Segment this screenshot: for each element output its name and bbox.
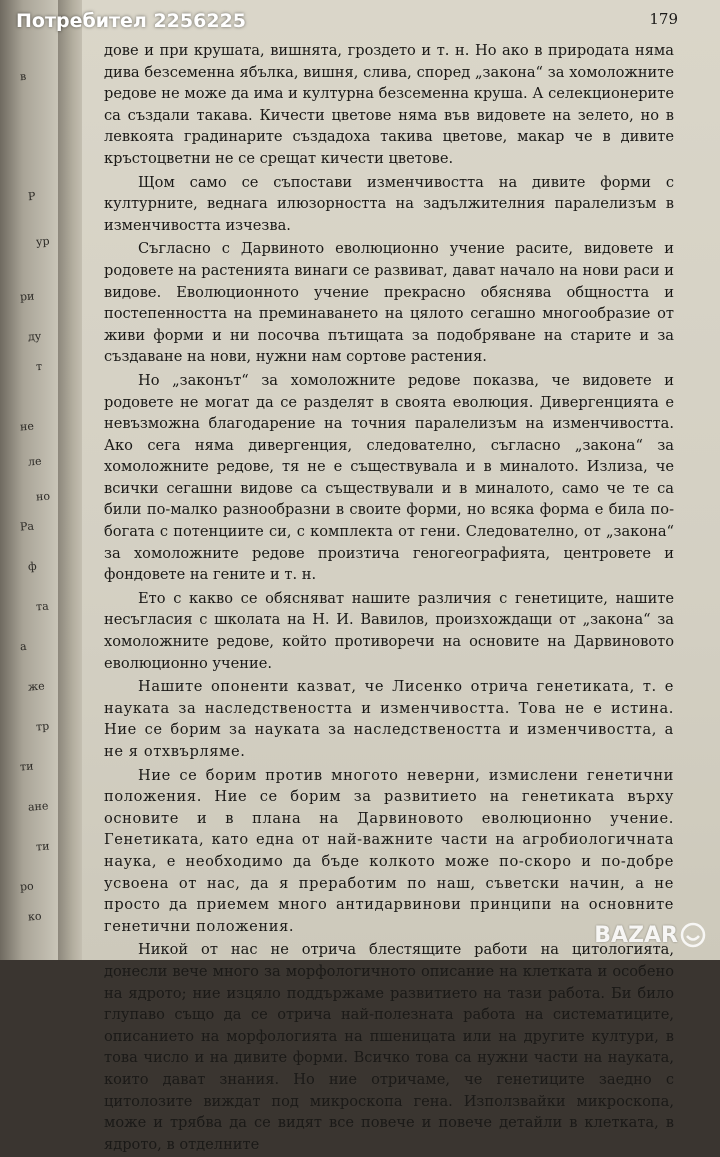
paragraph-3: Съгласно с Дарвиното еволюционно учение расите, видовете и родовете на растенията винаги се развиват, дават начало на нови раси и видове. Еволюционното учение прекрасно обяснява общността и постепенността на преминаването на цялото сегашно многообразие от живи форми и ни посочва пътищата за подобряване на старите и за създаване на нови, нужни нам сортове растения. bbox=[104, 240, 674, 366]
left-page-fragment: ти bbox=[35, 839, 50, 854]
left-page-fragment: ф bbox=[27, 559, 38, 574]
paragraph-2: Щом само се съпостави изменчивостта на дивите форми с културните, веднага илюзорността на задължителния паралелизъм в изменчивостта изчезва. bbox=[104, 173, 674, 234]
left-page-fragment: же bbox=[27, 679, 46, 694]
user-watermark: Потребител 2256225 bbox=[16, 10, 247, 32]
left-page-fragment: ду bbox=[27, 329, 42, 344]
page-number: 179 bbox=[649, 10, 678, 28]
page-text bbox=[104, 40, 674, 1157]
left-page-fragment: ко bbox=[27, 909, 42, 924]
left-page-fragment: Р bbox=[27, 189, 36, 204]
left-page-edge bbox=[0, 0, 58, 960]
left-page-fragment: Ра bbox=[19, 519, 35, 534]
left-page-fragment: но bbox=[35, 489, 51, 504]
paragraph-6: Нашите опоненти казват, че Лисенко отрича генетиката, т. е науката за наследствеността и изменчивостта. Това не е истина. Ние се борим за науката за наследствеността и изменчивостта, а не я отхвърляме. bbox=[104, 678, 674, 760]
paragraph-7: Ние се борим против многото неверни, измислени генетични положения. Ние се борим за развитието на генетиката върху основите и в плана на Дарвиновото еволюционно учение. Генетиката, като една от най-важните части на агробиологичната наука, е необходимо да бъде колкото може по-скоро и по-добре усвоена от нас, да я преработим по наш, съветски начин, а не просто да приемем много антидарвинови принципи на основните генетични положения. bbox=[104, 766, 674, 935]
left-page-fragment: не bbox=[19, 419, 35, 434]
left-page-fragment: т bbox=[35, 359, 43, 374]
book-page bbox=[82, 0, 720, 1153]
left-page-fragment: ур bbox=[35, 234, 50, 249]
left-page-fragment: ане bbox=[27, 799, 49, 814]
logo-text: BAZAR bbox=[594, 922, 678, 948]
left-page-fragment: в bbox=[19, 69, 27, 84]
left-page-fragment: та bbox=[35, 599, 50, 614]
paragraph-5: Ето с какво се обясняват нашите различия с генетиците, нашите несъгласия с школата на Н. И. Вавилов, произхождащи от „закона“ за хомоложните редове, който противоречи на основите на Дарвиновото еволюционно учение. bbox=[104, 589, 674, 672]
paragraph-1: дове и при крушата, вишнята, гроздето и т. н. Но ако в природата няма дива безсеменна ябълка, вишня, слива, според „закона“ за хомоложните редове не може да има и културна безсеменна круша. А селекционерите са създали такава. Кичести цветове няма във видовете на зелето, но в левкоята градинарите създадоха такива цветове, макар че в дивите кръстоцветни не се срещат кичести цветове. bbox=[104, 42, 674, 167]
left-page-fragment: тр bbox=[35, 719, 50, 734]
left-page-fragment: ти bbox=[19, 759, 34, 774]
left-page-fragment: ро bbox=[19, 879, 35, 894]
logo-smile-icon bbox=[680, 922, 706, 948]
bazar-logo bbox=[594, 922, 706, 948]
paragraph-8: Никой от нас не отрича блестящите работи на цитологията, донесли вече много за морфологичното описание на клетката и особено на ядрото; ние изцяло поддържаме развитието на тази работа. Би било глупаво също да се отрича най-полезната работа на систематиците, описанието на морфологията на пшеницата или на другите култури, в това число и на дивите форми. Всичко това са нужни части на науката, които дават знания. Но ние отричаме, че генетиците заедно с цитолозите виждат под микроскопа гена. Използвайки микроскопа, може и трябва да се видят все повече и повече детайли в клетката, в ядрото, в отделните bbox=[104, 941, 674, 1153]
left-page-fragment: ле bbox=[27, 454, 42, 469]
left-page-fragment: а bbox=[19, 639, 28, 654]
paragraph-4: Но „законът“ за хомоложните редове показва, че видовете и родовете не могат да се разделят в своята еволюция. Дивергенцията е невъзможна благодарение на точния паралелизъм на изменчивостта. Ако сега няма дивергенция, следователно, съгласно „закона“ за хомоложните редове, тя не е съществувала и в миналото. Излиза, че всички сегашни видове са съществували и в миналото, само че те са били по-малко разнообразни в своите форми, но всяка форма е била по-богата с потенциите си, с комплекта от гени. Следователно, от „закона“ за хомоложните редове произтича геногеографията, центровете и фондовете на гените и т. н. bbox=[104, 371, 674, 584]
left-page-fragment: ри bbox=[19, 289, 35, 304]
